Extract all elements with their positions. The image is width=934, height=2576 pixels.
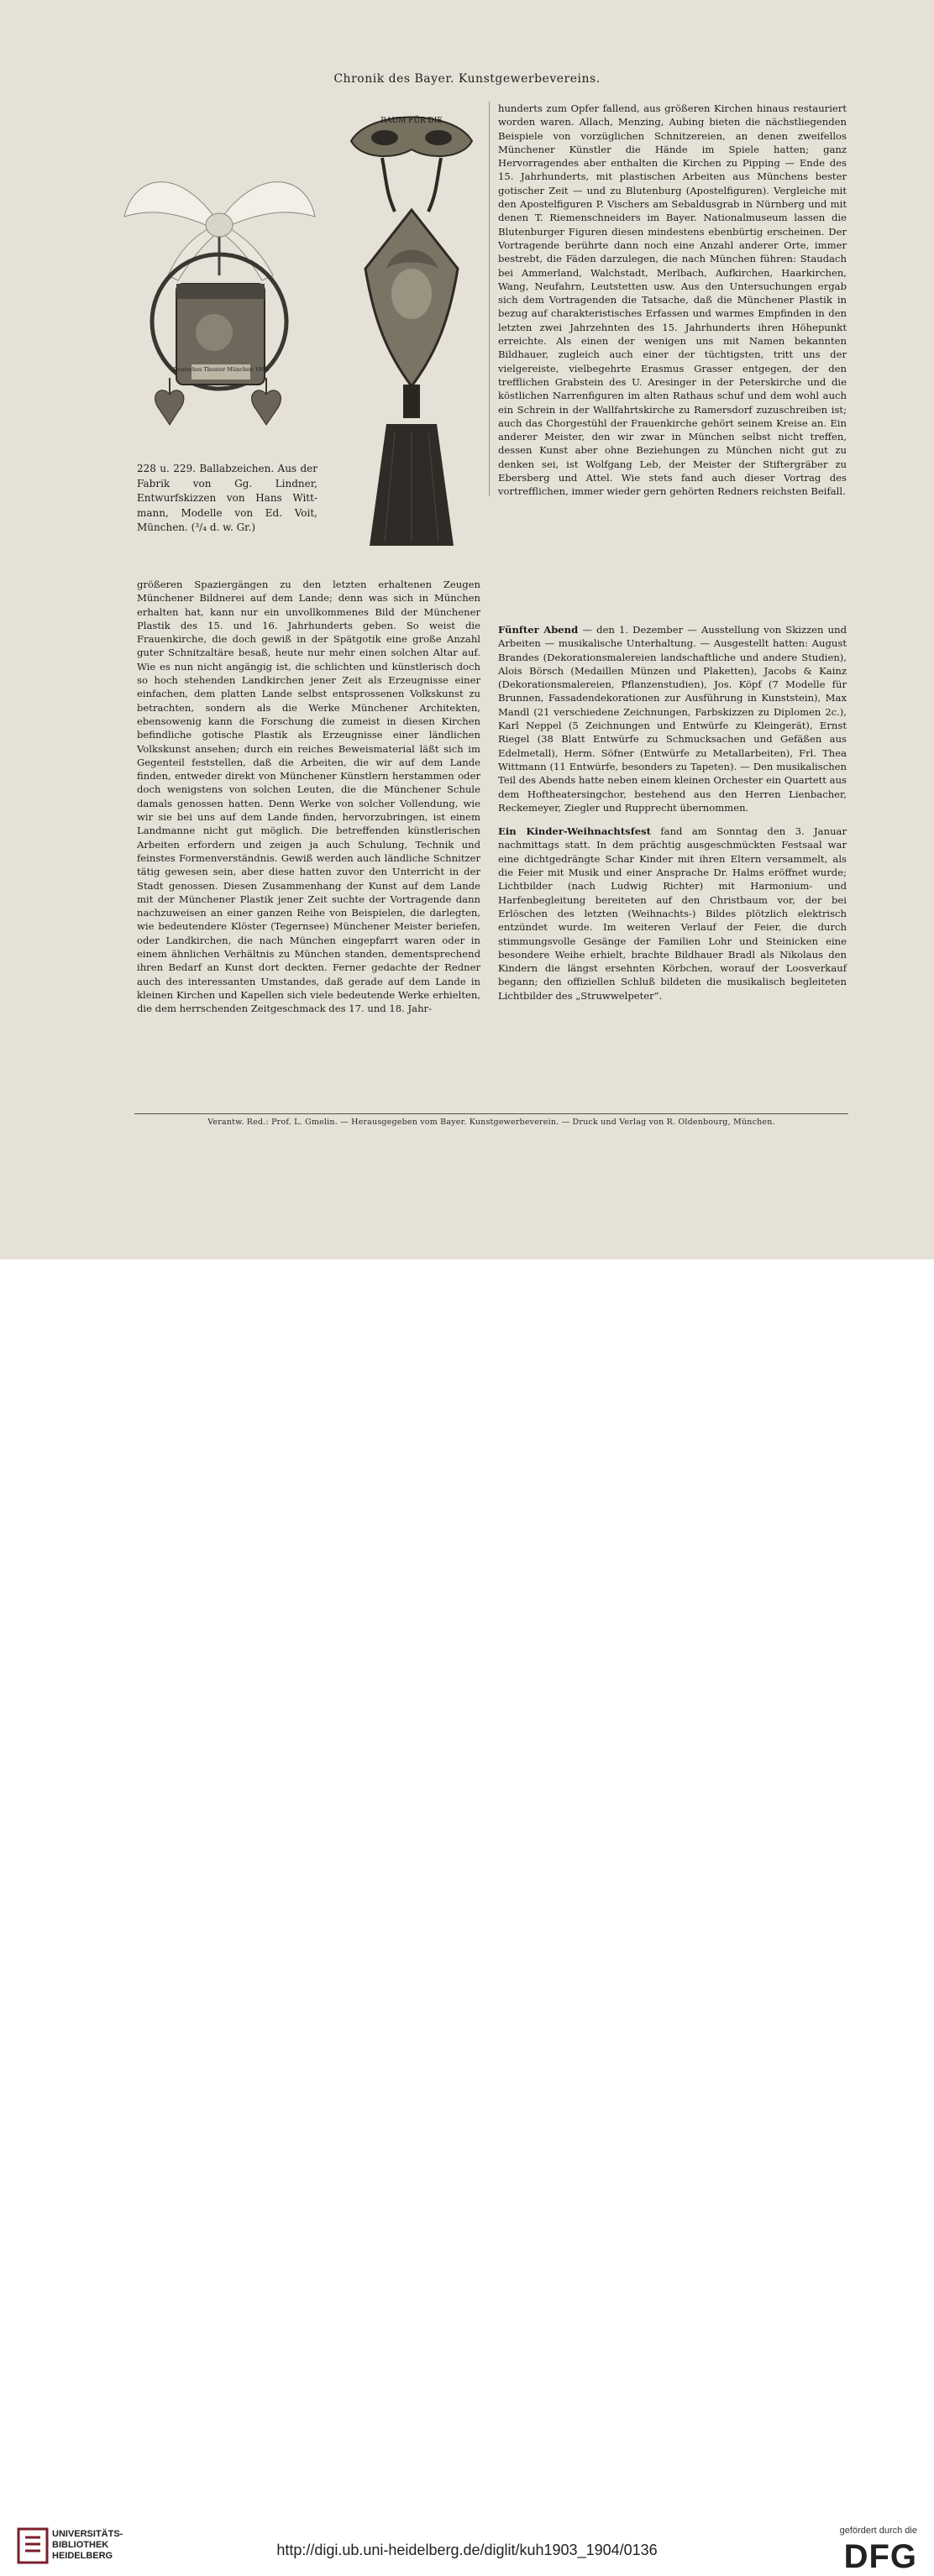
illustration-bow-badge (118, 149, 319, 452)
right-column-bottom (498, 623, 847, 1003)
fifth-evening-heading: Fünfter Abend (498, 624, 579, 636)
viewer-footer (0, 1259, 934, 2575)
paragraph-church-sculpture: hunderts zum Opfer fallend, aus größeren Kirchen hinaus restauriert worden waren. Allach, Menzing, Aubing bieten die nächstliegenden Beispiele von vorzüglichen Schnitzereien, an denen zweifellos Münchener Künstler die Hände im Spiele hatten; ganz Hervorragendes aber enthalten die Kirchen zu Pipping — Ende des 15. Jahrhunderts, mit plastischen Arbeiten aus Münchens bester gotischer Zeit — und zu Blutenburg (Apostelfiguren). Vergleiche mit den Apostelfiguren P. Vischers am Sebaldusgrab in Nürnberg und mit denen T. Riemenschneiders im Bayer. Nationalmuseum lassen die Blutenburger Figuren diesen mindestens ebenbürtig erscheinen. Der Vortragende berührte dann noch eine Anzahl anderer Orte, immer bestrebt, die Fäden darzulegen, die nach München führen: Staudach bei Ammerland, Walchstadt, Merlbach, Aufkirchen, Haarkirchen, Wang, Neufahrn, Leutstetten usw. Aus den Untersuchungen ergab sich dem Vortragenden die Tatsache, daß die Münchener Plastik in bezug auf charakteristisches Erfassen und warmes Empfinden in den letzten zwei Jahrzehnten des 15. Jahrhunderts ihren Höhepunkt erreichte. Als einen der wenigen uns mit Namen bekannten Bildhauer, zugleich auch einer der tüchtigsten, tritt uns der vielgereiste, vielbegehrte Erasmus Grasser entgegen, der den trefflichen Grabstein des U. Aresinger in der Peterskirche und die köstlichen Narrenfiguren im alten Rathaus schuf und dem wohl auch ein Schrein in der Wallfahrtskirche zu Ramersdorf zuzuschreiben ist; auch das Chorgestühl der Frauenkirche gehört seinem Kreise an. Ein anderer Meister, den wir zwar in München selbst nicht treffen, dessen Kunst aber ohne Beziehungen zu München nicht gut zu denken sei, ist Wolfgang Leb, der Meister der Stiftergräber zu Ebersberg und Attel. Wie stets fand auch dieser Vortrag des vortrefflichen, immer wieder gern gehörten Redners reichsten Beifall. (498, 102, 847, 498)
paragraph-rural-sculpture: größeren Spaziergängen zu den letzten erhaltenen Zeugen Münchener Bildnerei auf dem Lande; denn was sich in München erhalten hat, kann nur ein unvollkommenes Bild der Münchener Plastik des 15. und 16. Jahrhunderts geben. So weist die Frauenkirche, die doch gewiß in der Spätgotik eine große Anzahl guter Schnitzaltäre besaß, heute nur mehr einen solchen Altar auf. Wie es nun nicht angängig ist, die schlichten und künstlerisch doch so hoch stehenden Landkirchen jener Zeit als Erzeugnisse einer einfachen, dem platten Lande selbst entsprossenen Volkskunst zu betrachten, sondern als die Werke Münchener Architekten, ebensowenig kann die Forschung die zumeist in diesen Kirchen befindliche gotische Plastik als Erzeugnisse einer ländlichen Volkskunst ansehen; durch ein reiches Beweismaterial läßt sich im Gegenteil feststellen, daß die Arbeiten, die wir auf dem Lande finden, entweder direkt von Münchener Künstlern herstammen oder doch wenigstens von solchen Leuten, die die Münchener Schule damals genossen hatten. Denn Werke von solcher Vollendung, wie wir sie bei uns auf dem Lande finden, hervorzubringen, ist einem Landmanne nicht gut möglich. Die betreffenden künstlerischen Arbeiten erfordern und zeigen ja auch Schulung, Technik und feinstes Formenverständnis. Gewiß werden auch ländliche Schnitzer tätig gewesen sein, aber diese hatten zuvor den Unterricht in der Stadt genossen. Diesen Zusammenhang der Kunst auf dem Lande mit der Münchener Plastik jener Zeit suchte der Vortragende dann nachzuweisen an einer ganzen Reihe von Beispielen, die darlegten, wie bedeutendere Klöster (Tegernsee) Münchener Meister beriefen, oder Landkirchen, die nach München eingepfarrt waren oder in einem ähnlichen Verhältnis zu München standen, dementsprechend ihren Bedarf an Kunst dort deckten. Ferner gedachte der Redner auch des interessanten Umstandes, daß gerade auf dem Lande in kleinen Kirchen und Kapellen sich viele bedeutende Werke erhielten, die dem herrschenden Zeitgeschmack des 17. und 18. Jahr- (137, 579, 480, 1015)
paragraph-fifth-evening (498, 623, 847, 814)
figure-caption: 228 u. 229. Ballabzeichen. Aus der Fabrik von Gg. Lindner, Entwurfskizzen von Hans Witt-mann, Modelle von Ed. Voit, München. (³/₄ d. w. Gr.) (137, 463, 317, 533)
imprint-line: Verantw. Red.: Prof. L. Gmelin. — Herausgegeben vom Bayer. Kunstgewerbeverein. — Druck und Verlag von R. Oldenbourg, München. (134, 1113, 848, 1127)
permalink-url[interactable]: http://digi.ub.uni-heidelberg.de/diglit/kuh1903_1904/0136 (276, 2542, 658, 2558)
christmas-heading: Ein Kinder-Weihnachtsfest (498, 825, 651, 838)
badge-inscription-left: Deutsches Theater München 1904 (173, 366, 269, 373)
dfg-logo: DFG (843, 2538, 917, 2575)
column-divider (489, 102, 490, 496)
illustration-mask-badge (336, 101, 487, 571)
fifth-evening-body: — den 1. Dezember — Ausstellung von Skizzen und Arbeiten — musikalische Unterhaltung. — Ausgestellt hatten: August Brandes (Dekorationsmalereien landschaftliche und andere Studien), Alois Börsch (Medaillen Münzen und Plaketten), Jacobs & Kainz (Dekorationsmalereien, Pflanzenstudien), Jos. Köpf (7 Modelle für Brunnen, Fassadendekorationen zur Ausführung in Kunststein), Max Mandl (21 verschiedene Zeichnungen, Farbskizzen zu Diplomen 2c.), Karl Neppel (5 Zeichnungen und Entwürfe zu Kleingerät), Ernst Riegel (38 Blatt Entwürfe zu Schmucksachen und Gefäßen aus Edelmetall), Herm. Söfner (Entwürfe zu Metallarbeiten), Frl. Thea Wittmann (11 Entwürfe, besonders zu Tapeten). — Den musikalischen Teil des Abends hatte neben einem kleinen Orchester ein Quartett aus dem Hoftheatersingchor, bestehend aus den Herren Lienbacher, Reckemeyer, Ziegler und Rupprecht übernommen. (498, 624, 847, 814)
running-head: Chronik des Bayer. Kunstgewerbevereins. (333, 72, 601, 86)
library-line-3: HEIDELBERG (52, 2551, 113, 2561)
badge-inscription-right: RAUM FÜR DIE (380, 117, 443, 125)
paragraph-christmas (498, 825, 847, 1003)
scanned-page (0, 0, 934, 1259)
sponsor-note: gefördert durch die (839, 2526, 917, 2536)
right-column-top (498, 102, 847, 499)
christmas-body: fand am Sonntag den 3. Januar nachmittags statt. In dem prächtig ausgeschmückten Festsaal war eine dichtgedrängte Schar Kinder mit ihren Eltern versammelt, als die Feier mit Musik und einer Ansprache Dr. Halms eröffnet wurde; Lichtbilder (nach Ludwig Richter) mit Harmonium- und Harfenbegleitung bereiteten auf den Christbaum vor, der bei Erlöschen des letzten (Weihnachts-) Bildes plötzlich elektrisch entzündet wurde. Im weiteren Verlauf der Feier, die durch stimmungsvolle Gesänge der Familien Lohr und Steinicken eine besondere Weihe erhielt, brachte Bildhauer Bradl als Nikolaus den Kindern die längst ersehnten Körbchen, worauf der Loosverkauf begann; den offiziellen Schluß bildeten die musikalisch begleiteten Lichtbilder des „Struwwelpeter“. (498, 825, 847, 1002)
left-column-bottom (137, 578, 480, 1016)
library-line-2: BIBLIOTHEK (52, 2540, 109, 2550)
library-line-1: UNIVERSITÄTS- (52, 2529, 123, 2539)
